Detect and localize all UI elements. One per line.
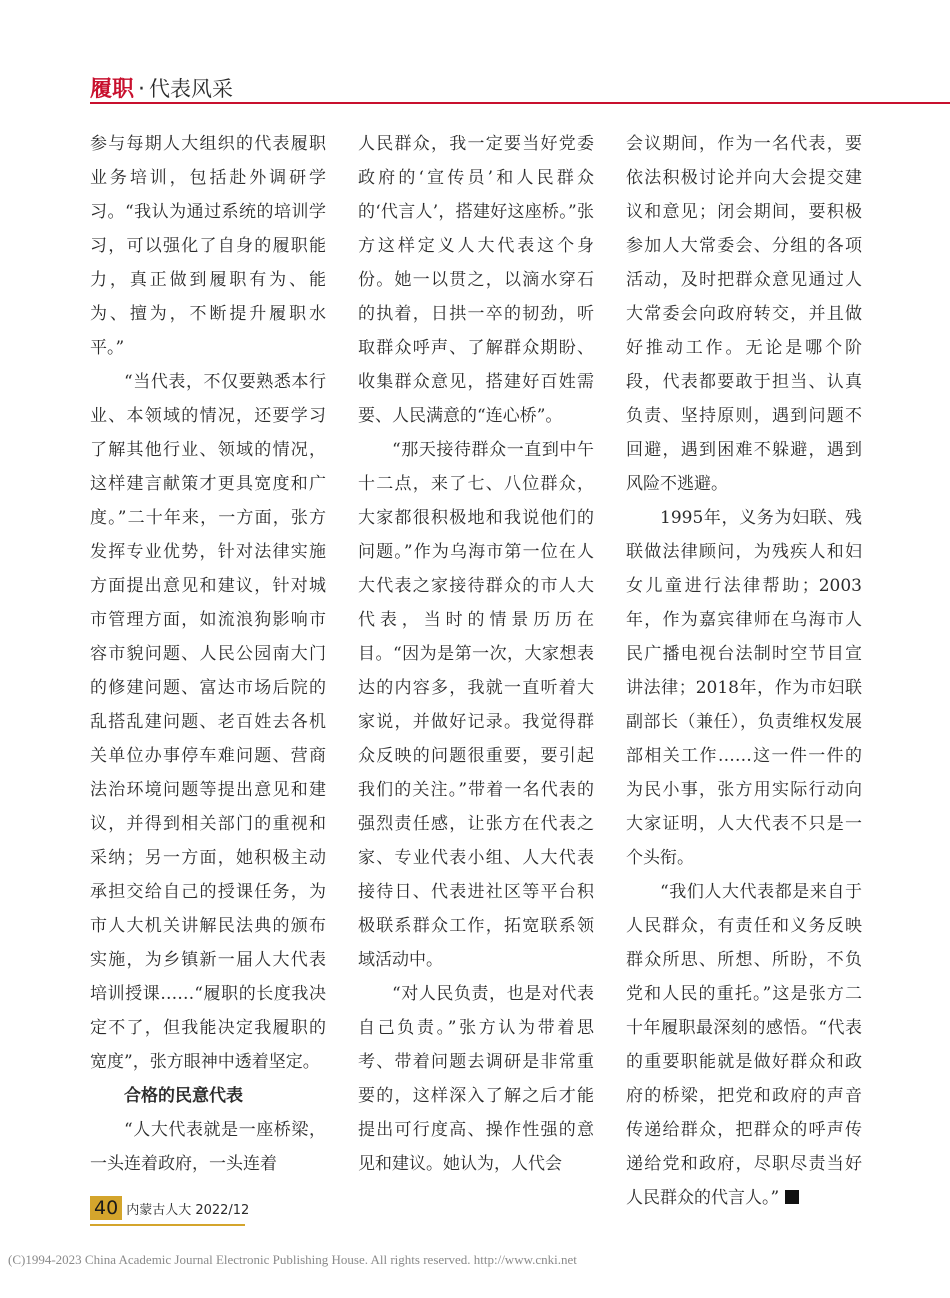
section-header <box>90 72 233 102</box>
paragraph-text: “那天接待群众一直到中午十二点，来了七、八位群众，大家都很积极地和我说他们的问题。”作为乌海市第一位在人大代表之家接待群众的市人大代表，当时的情景历历在目。“因为是第一次，大家想表达的内容多，我就一直听着大家说，并做好记录。我觉得群众反映的问题很重要，要引起我们的关注。”带着一名代表的强烈责任感，让张方在代表之家、专业代表小组、人大代表接待日、代表进社区等平台积极联系群众工作，拓宽联系领域活动中。 <box>358 440 594 970</box>
paragraph-text: 会议期间，作为一名代表，要依法积极讨论并向大会提交建议和意见；闭会期间，要积极参加人大常委会、分组的各项活动，及时把群众意见通过人大常委会向政府转交，并且做好推动工作。无论是哪个阶段，代表都要敢于担当、认真负责、坚持原则，遇到问题不回避，遇到困难不躲避，遇到风险不逃避。 <box>626 134 862 494</box>
paragraph <box>358 977 594 1181</box>
paragraph <box>626 501 862 875</box>
copyright-notice: (C)1994-2023 China Academic Journal Electronic Publishing House. All rights reserved. http://www.cnki.net <box>8 1252 577 1267</box>
paragraph <box>90 365 326 1079</box>
article-column-1 <box>90 127 326 1181</box>
page-footer <box>90 1196 249 1226</box>
section-title: 履职 <box>90 77 135 102</box>
paragraph <box>90 127 326 365</box>
paragraph-text: “我们人大代表都是来自于人民群众，有责任和义务反映群众所思、所想、所盼，不负党和人民的重托。”这是张方二十年履职最深刻的感悟。“代表的重要职能就是做好群众和政府的桥梁，把党和政府的声音传递给群众，把群众的呼声传递给党和政府，尽职尽责当好人民群众的代言人。” <box>626 882 862 1208</box>
magazine-issue: 内蒙古人大 2022/12 <box>126 1202 250 1218</box>
article-column-3 <box>626 127 862 1215</box>
paragraph-text: 1995年，义务为妇联、残联做法律顾问，为残疾人和妇女儿童进行法律帮助；2003年，作为嘉宾律师在乌海市人民广播电视台法制时空节目宣讲法律；2018年，作为市妇联副部长（兼任），负责维权发展部相关工作……这一件一件的为民小事，张方用实际行动向大家证明，人大代表不只是一个头衔。 <box>626 508 862 868</box>
header-separator: · <box>138 77 146 102</box>
paragraph <box>358 433 594 977</box>
subheading <box>90 1079 326 1113</box>
paragraph-text: “人大代表就是一座桥梁，一头连着政府，一头连着 <box>90 1120 326 1174</box>
page-number: 40 <box>90 1196 122 1220</box>
end-of-article-mark <box>785 1190 799 1204</box>
paragraph <box>90 1113 326 1181</box>
header-rule <box>90 102 950 104</box>
paragraph-text: “对人民负责，也是对代表自己负责。”张方认为带着思考、带着问题去调研是非常重要的，这样深入了解之后才能提出可行度高、操作性强的意见和建议。她认为，人代会 <box>358 984 594 1174</box>
paragraph <box>626 875 862 1215</box>
paragraph-text: 人民群众，我一定要当好党委政府的‘宣传员’和人民群众的‘代言人’，搭建好这座桥。”张方这样定义人大代表这个身份。她一以贯之，以滴水穿石的执着，日拱一卒的韧劲，听取群众呼声、了解群众期盼、收集群众意见，搭建好百姓需要、人民满意的“连心桥”。 <box>358 134 594 426</box>
footer-rule <box>90 1224 245 1226</box>
paragraph <box>626 127 862 501</box>
subheading-text: 合格的民意代表 <box>124 1086 243 1106</box>
paragraph-text: 参与每期人大组织的代表履职业务培训，包括赴外调研学习。“我认为通过系统的培训学习，可以强化了自身的履职能力，真正做到履职有为、能为、擅为，不断提升履职水平。” <box>90 134 326 358</box>
paragraph-text: “当代表，不仅要熟悉本行业、本领域的情况，还要学习了解其他行业、领域的情况，这样建言献策才更具宽度和广度。”二十年来，一方面，张方发挥专业优势，针对法律实施方面提出意见和建议，针对城市管理方面，如流浪狗影响市容市貌问题、人民公园南大门的修建问题、富达市场后院的乱搭乱建问题、老百姓去各机关单位办事停车难问题、营商法治环境问题等提出意见和建议，并得到相关部门的重视和采纳；另一方面，她积极主动承担交给自己的授课任务，为市人大机关讲解民法典的颁布实施，为乡镇新一届人大代表培训授课……“履职的长度我决定不了，但我能决定我履职的宽度”，张方眼神中透着坚定。 <box>90 372 326 1072</box>
article-column-2 <box>358 127 594 1181</box>
paragraph <box>358 127 594 433</box>
section-subtitle: 代表风采 <box>149 77 234 101</box>
